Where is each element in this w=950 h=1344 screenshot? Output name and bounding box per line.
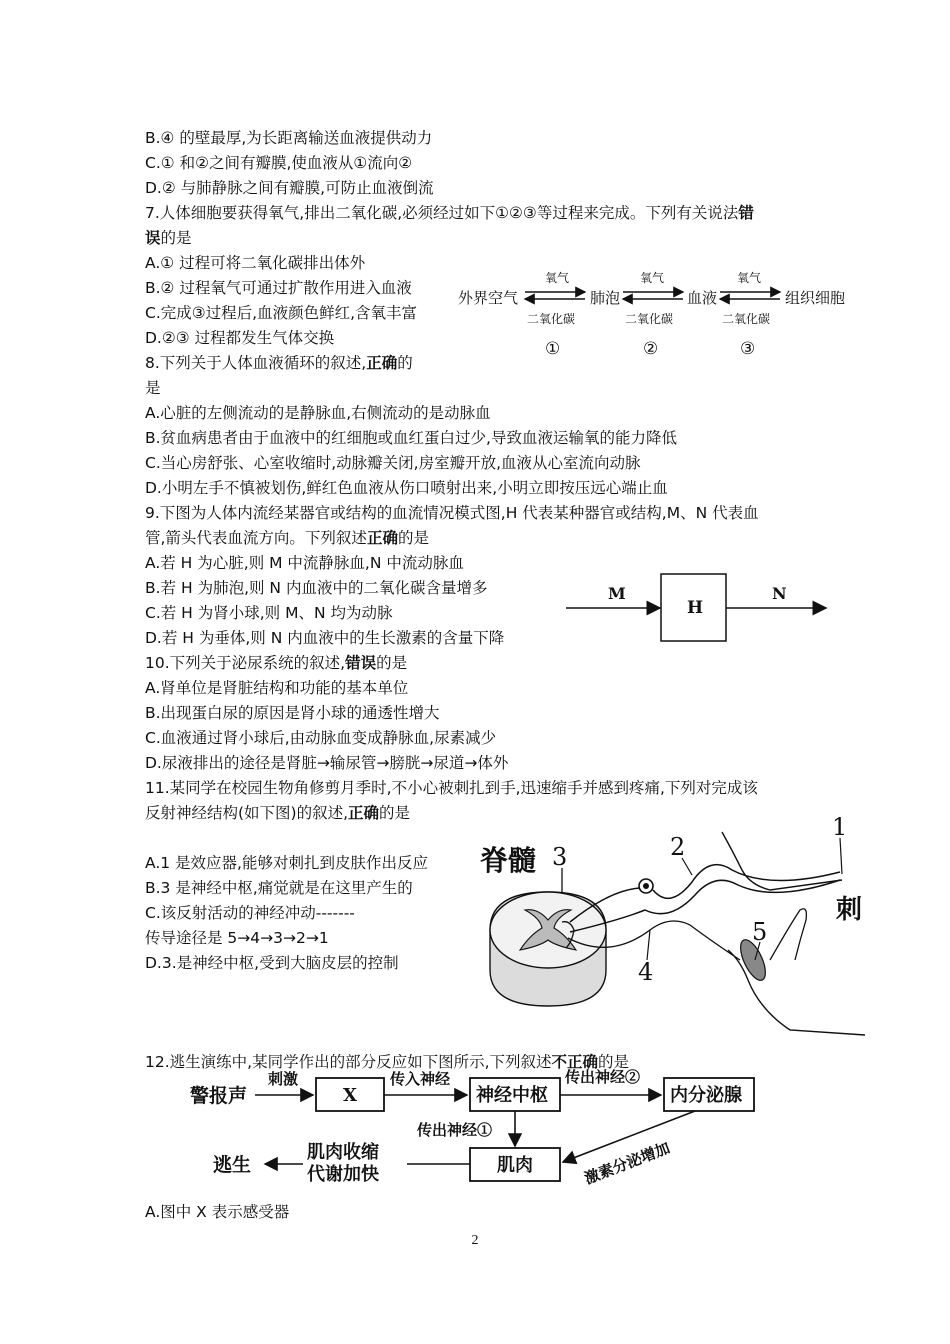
muscle-contract-label: 肌肉收缩 <box>307 1142 379 1163</box>
q7-option-a: A.① 过程可将二氧化碳排出体外 <box>145 254 366 272</box>
thorn-label: 刺 <box>836 895 863 925</box>
label-3: 3 <box>552 843 568 871</box>
blood-flow-diagram <box>560 568 835 648</box>
endocrine-gland-label: 内分泌腺 <box>670 1085 742 1106</box>
question-8-stem-cont: 是 <box>145 379 161 397</box>
co2-label-1: 二氧化碳 <box>527 312 576 326</box>
tissue-cell-label: 组织细胞 <box>785 289 846 307</box>
metabolism-label: 代谢加快 <box>307 1164 379 1185</box>
oxygen-label-3: 氧气 <box>737 271 762 285</box>
co2-label-2: 二氧化碳 <box>625 312 674 326</box>
blood-label: 血液 <box>687 289 718 307</box>
question-10-stem: 10.下列关于泌尿系统的叙述,错误的是 <box>145 654 408 672</box>
question-7-stem-cont: 误的是 <box>145 229 192 247</box>
q11-option-c-cont: 传导途径是 5→4→3→2→1 <box>145 929 329 947</box>
efferent-nerve-1-label: 传出神经① <box>417 1121 493 1139</box>
process-2-label: ② <box>643 339 659 359</box>
question-8-stem: 8.下列关于人体血液循环的叙述,正确的 <box>145 354 413 372</box>
co2-label-3: 二氧化碳 <box>722 312 771 326</box>
afferent-nerve-label: 传入神经 <box>390 1070 451 1088</box>
q12-option-a: A.图中 X 表示感受器 <box>145 1203 290 1221</box>
question-11-stem: 11.某同学在校园生物角修剪月季时,不小心被刺扎到手,迅速缩手并感到疼痛,下列对完成该 <box>145 779 758 797</box>
stimulus-label: 刺激 <box>268 1070 299 1088</box>
q11-option-b: B.3 是神经中枢,痛觉就是在这里产生的 <box>145 879 413 897</box>
spinal-cord-label: 脊髓 <box>480 844 537 877</box>
alveoli-label: 肺泡 <box>590 289 621 307</box>
label-5: 5 <box>752 918 768 946</box>
label-2: 2 <box>670 833 686 861</box>
question-12-stem: 12.逃生演练中,某同学作出的部分反应如下图所示,下列叙述不正确的是 <box>145 1053 630 1071</box>
q7-option-b: B.② 过程氧气可通过扩散作用进入血液 <box>145 279 412 297</box>
nerve-center-label: 神经中枢 <box>476 1085 548 1106</box>
option-line: B.④ 的壁最厚,为长距离输送血液提供动力 <box>145 129 433 147</box>
label-1: 1 <box>832 813 848 841</box>
question-7-stem: 7.人体细胞要获得氧气,排出二氧化碳,必须经过如下①②③等过程来完成。下列有关说法错 <box>145 204 754 222</box>
efferent-nerve-2-label: 传出神经② <box>565 1068 641 1086</box>
question-9-stem: 9.下图为人体内流经某器官或结构的血流情况模式图,H 代表某种器官或结构,M、N 代表血 <box>145 504 759 522</box>
q10-option-c: C.血液通过肾小球后,由动脉血变成静脉血,尿素减少 <box>145 729 497 747</box>
q9-option-c: C.若 H 为肾小球,则 M、N 均为动脉 <box>145 604 393 622</box>
q7-option-d: D.②③ 过程都发生气体交换 <box>145 329 335 347</box>
option-line: D.② 与肺静脉之间有瓣膜,可防止血液倒流 <box>145 179 434 197</box>
q11-option-d: D.3.是神经中枢,受到大脑皮层的控制 <box>145 954 399 972</box>
oxygen-label-1: 氧气 <box>545 271 570 285</box>
process-1-label: ① <box>545 339 561 359</box>
reflex-arc-diagram <box>470 810 865 1040</box>
q10-option-d: D.尿液排出的途径是肾脏→输尿管→膀胱→尿道→体外 <box>145 754 509 772</box>
hormone-increase-label: 激素分泌增加 <box>581 1138 673 1188</box>
label-4: 4 <box>638 958 654 986</box>
q8-option-b: B.贫血病患者由于血液中的红细胞或血红蛋白过少,导致血液运输氧的能力降低 <box>145 429 677 447</box>
q9-option-d: D.若 H 为垂体,则 N 内血液中的生长激素的含量下降 <box>145 629 505 647</box>
question-11-stem-cont: 反射神经结构(如下图)的叙述,正确的是 <box>145 804 411 822</box>
question-9-stem-cont: 管,箭头代表血流方向。下列叙述正确的是 <box>145 529 429 547</box>
escape-reaction-diagram <box>185 1066 765 1191</box>
q10-option-a: A.肾单位是肾脏结构和功能的基本单位 <box>145 679 409 697</box>
alarm-label: 警报声 <box>190 1085 248 1107</box>
q8-option-c: C.当心房舒张、心室收缩时,动脉瓣关闭,房室瓣开放,血液从心室流向动脉 <box>145 454 641 472</box>
q7-option-c: C.完成③过程后,血液颜色鲜红,含氧丰富 <box>145 304 418 322</box>
organ-h-label: H <box>687 598 704 618</box>
muscle-label: 肌肉 <box>497 1155 533 1176</box>
vessel-m-label: M <box>608 584 626 603</box>
page-number: 2 <box>471 1233 479 1248</box>
option-line: C.① 和②之间有瓣膜,使血液从①流向② <box>145 154 413 172</box>
q8-option-a: A.心脏的左侧流动的是静脉血,右侧流动的是动脉血 <box>145 404 491 422</box>
outside-air-label: 外界空气 <box>458 289 519 307</box>
x-label: X <box>343 1085 357 1106</box>
oxygen-label-2: 氧气 <box>640 271 665 285</box>
vessel-n-label: N <box>772 584 787 603</box>
q11-option-c: C.该反射活动的神经冲动------- <box>145 904 355 922</box>
q9-option-b: B.若 H 为肺泡,则 N 内血液中的二氧化碳含量增多 <box>145 579 488 597</box>
gas-exchange-diagram <box>455 268 855 363</box>
q10-option-b: B.出现蛋白尿的原因是肾小球的通透性增大 <box>145 704 440 722</box>
escape-label: 逃生 <box>213 1154 252 1176</box>
q8-option-d: D.小明左手不慎被划伤,鲜红色血液从伤口喷射出来,小明立即按压远心端止血 <box>145 479 668 497</box>
process-3-label: ③ <box>740 339 756 359</box>
q9-option-a: A.若 H 为心脏,则 M 中流静脉血,N 中流动脉血 <box>145 554 464 572</box>
q11-option-a: A.1 是效应器,能够对刺扎到皮肤作出反应 <box>145 854 428 872</box>
